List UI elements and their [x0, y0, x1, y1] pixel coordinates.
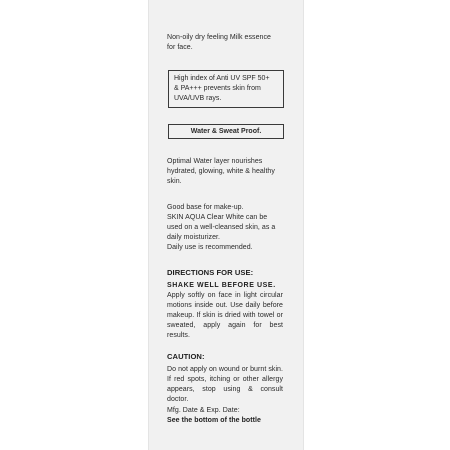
water-proof-text: Water & Sweat Proof.	[190, 128, 262, 135]
water-proof-box	[168, 124, 284, 139]
intro-text: Non-oily dry feeling Milk essence for face.	[167, 34, 271, 51]
spf-text: High index of Anti UV SPF 50+ & PA+++ prevents skin from UVA/UVB rays.	[174, 75, 270, 102]
caution-body: Do not apply on wound or burnt skin. If red spots, itching or other allergy appears, stop using & consult doctor.	[167, 366, 283, 403]
mfg-line2: See the bottom of the bottle	[167, 417, 261, 424]
directions-title: DIRECTIONS FOR USE:	[167, 268, 254, 277]
makeup-text: Good base for make-up. SKIN AQUA Clear White can be used on a well-cleansed skin, as a daily moisturizer. Daily use is recommended.	[167, 204, 276, 251]
mfg-line1: Mfg. Date & Exp. Date:	[167, 407, 240, 414]
shake-text: SHAKE WELL BEFORE USE.	[167, 282, 276, 289]
spf-box	[168, 70, 284, 108]
water-layer-text: Optimal Water layer nourishes hydrated, glowing, white & healthy skin.	[167, 158, 275, 185]
directions-body: Apply softly on face in light circular motions inside out. Use daily before makeup. If skin is dried with towel or sweated, apply again for best results.	[167, 292, 283, 339]
caution-title: CAUTION:	[167, 352, 205, 361]
